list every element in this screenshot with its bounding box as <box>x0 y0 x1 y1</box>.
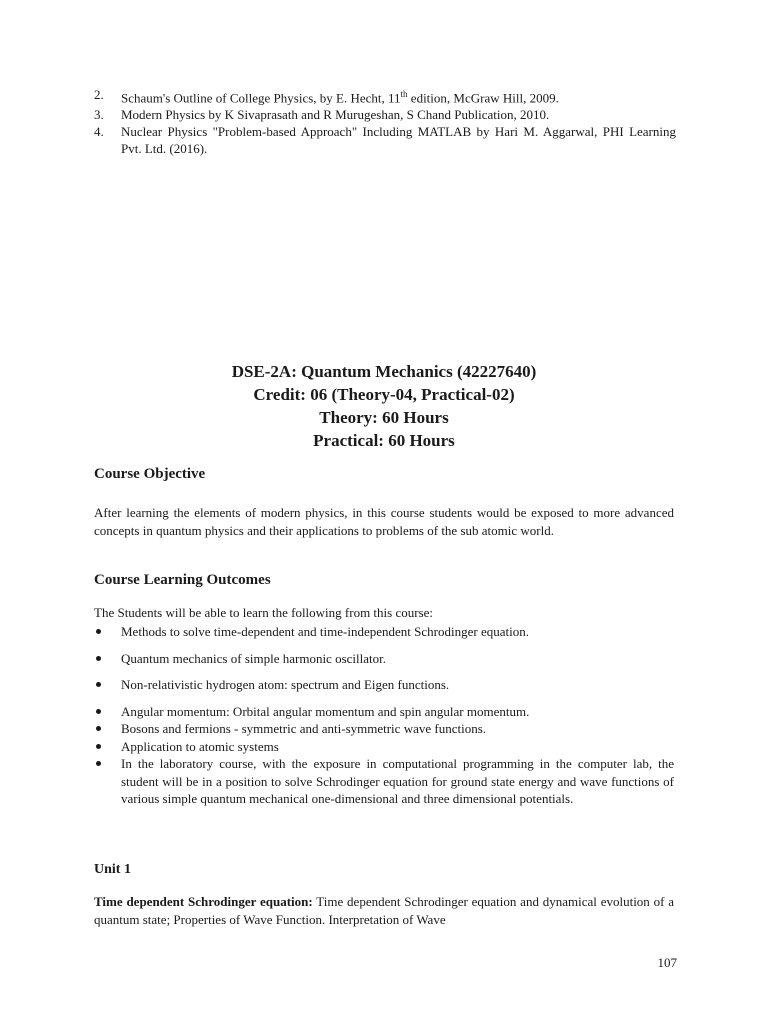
outcome-item: Methods to solve time-dependent and time-independent Schrodinger equation. <box>121 624 529 639</box>
reference-text: Nuclear Physics "Problem-based Approach" Including MATLAB by Hari M. Aggarwal, PHI Learning Pvt. Ltd. (2016). <box>121 124 676 157</box>
outcome-item: Bosons and fermions - symmetric and anti-symmetric wave functions. <box>121 721 487 736</box>
page-number: 107 <box>657 955 677 970</box>
reference-superscript: th <box>400 89 408 99</box>
outcome-item: Angular momentum: Orbital angular momentum and spin angular momentum. <box>121 703 530 719</box>
course-objective-text: After learning the elements of modern physics, in this course students would be exposed to more advanced concepts in quantum physics and their applications to problems of the sub atomic world. <box>94 505 674 538</box>
learning-outcomes-intro: The Students will be able to learn the following from this course: <box>94 605 434 620</box>
unit-1-text <box>94 893 674 928</box>
course-objective-title: Course Objective <box>94 466 206 482</box>
reference-text-after: edition, McGraw Hill, 2009. <box>407 90 559 106</box>
reference-number: 3. <box>94 107 104 123</box>
reference-text: Schaum's Outline of College Physics, by E. Hecht, 11 <box>121 90 401 106</box>
reference-text: Modern Physics by K Sivaprasath and R Murugeshan, S Chand Publication, 2010. <box>121 107 550 123</box>
course-title: DSE-2A: Quantum Mechanics (42227640) <box>231 362 537 381</box>
reference-item <box>94 86 676 106</box>
course-credit: Credit: 06 (Theory-04, Practical-02) <box>253 385 515 404</box>
outcome-item: Application to atomic systems <box>121 738 279 754</box>
reference-number: 4. <box>94 124 104 140</box>
course-theory-hours: Theory: 60 Hours <box>319 408 449 427</box>
learning-outcomes-list <box>94 623 674 808</box>
reference-item <box>94 106 676 123</box>
outcome-item: Non-relativistic hydrogen atom: spectrum and Eigen functions. <box>121 677 450 692</box>
unit-1-title: Unit 1 <box>94 862 131 877</box>
unit-1-lead: Time dependent Schrodinger equation: <box>94 894 313 909</box>
reference-number: 2. <box>94 87 104 102</box>
reference-item <box>94 123 676 157</box>
outcome-item: In the laboratory course, with the exposure in computational programming in the computer lab, the student will be in a position to solve Schrodinger equation for ground state energy and wave functions of various simple quantum mechanical one-dimensional and three dimensional potentials. <box>121 756 674 806</box>
references-list <box>94 86 676 157</box>
outcome-item: Quantum mechanics of simple harmonic oscillator. <box>121 650 386 666</box>
learning-outcomes-title: Course Learning Outcomes <box>94 572 271 588</box>
course-heading <box>0 360 768 452</box>
course-practical-hours: Practical: 60 Hours <box>313 431 455 450</box>
unit-1-body: Time dependent Schrodinger equation and dynamical evolution of a quantum state; Properties of Wave Function. Interpretation of Wave <box>94 894 675 927</box>
